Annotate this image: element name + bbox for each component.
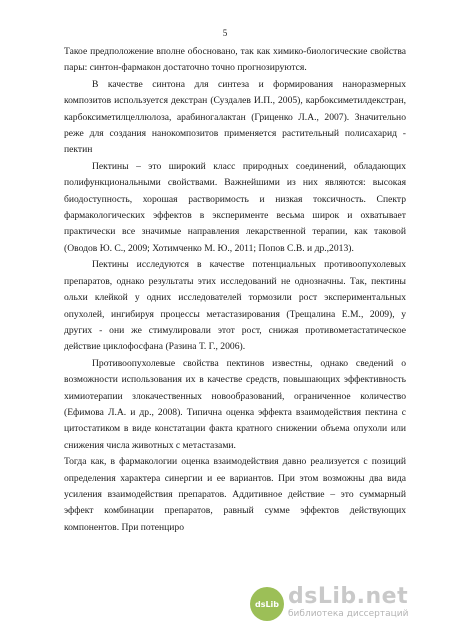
watermark-text (288, 585, 408, 620)
page-number: 5 (222, 28, 228, 38)
watermark-subtitle: библиотека диссертаций (288, 609, 409, 619)
paragraph: Тогда как, в фармакологии оценка взаимодействия давно реализуется с позиций определения характера синергии и ее вариантов. При этом возможны два вида усиления взаимодействия препаратов. Аддитивное действие – это суммарный эффект комбинации препаратов, равный сумме эффектов действующих компонентов. При потенциро (64, 456, 406, 533)
paragraph: Пектины – это широкий класс природных соединений, обладающих полифункциональными свойствами. Важнейшими из них являются: высокая биодоступность, хорошая растворимость и низкая токсичность. Спектр фармакологических эффектов в эксперименте весьма широк и охватывает практически все значимые направления лекарственной терапии, как таковой (Оводов Ю. С., 2009; Хотимченко М. Ю., 2011; Попов С.В. и др.,2013). (64, 160, 406, 254)
watermark (250, 585, 450, 637)
document-body (64, 44, 406, 536)
dslib-logo-icon: dsLib (250, 587, 284, 621)
watermark-brand: dsLib.net (288, 584, 409, 609)
paragraph: Такое предположение вполне обосновано, так как химико-биологические свойства пары: синтон-фармакон достаточно точно прогнозируются. (64, 46, 406, 74)
paragraph: Пектины исследуются в качестве потенциальных противоопухолевых препаратов, однако результаты этих исследований не однозначны. Так, пектины ольхи клейкой у одних исследователей тормозили рост экспериментальных опухолей, ингибируя процессы метастазирования (Трещалина Е.М., 2009), у других - они же стимулировали этот рост, снижая противометастатическое действие циклофосфана (Разина Т. Г., 2006). (64, 259, 406, 353)
paragraph: В качестве синтона для синтеза и формирования наноразмерных композитов используется декстран (Суздалев И.П., 2005), карбоксиметилдекстран, карбоксиметилцеллюлоза, арабиногалактан (Гриценко Л.А., 2007). Значительно реже для создания нанокомпозитов применяется растительный полисахарид - пектин (64, 78, 406, 156)
paragraph: Противоопухолевые свойства пектинов известны, однако сведений о возможности использования их в качестве средств, повышающих эффективность химиотерапии злокачественных новообразований, ограниченное количество (Ефимова Л.А. и др., 2008). Типична оценка эффекта взаимодействия пектина с цитостатиком в виде констатации факта кратного снижении объема опухоли или снижения числа животных с метастазами. (64, 357, 406, 451)
